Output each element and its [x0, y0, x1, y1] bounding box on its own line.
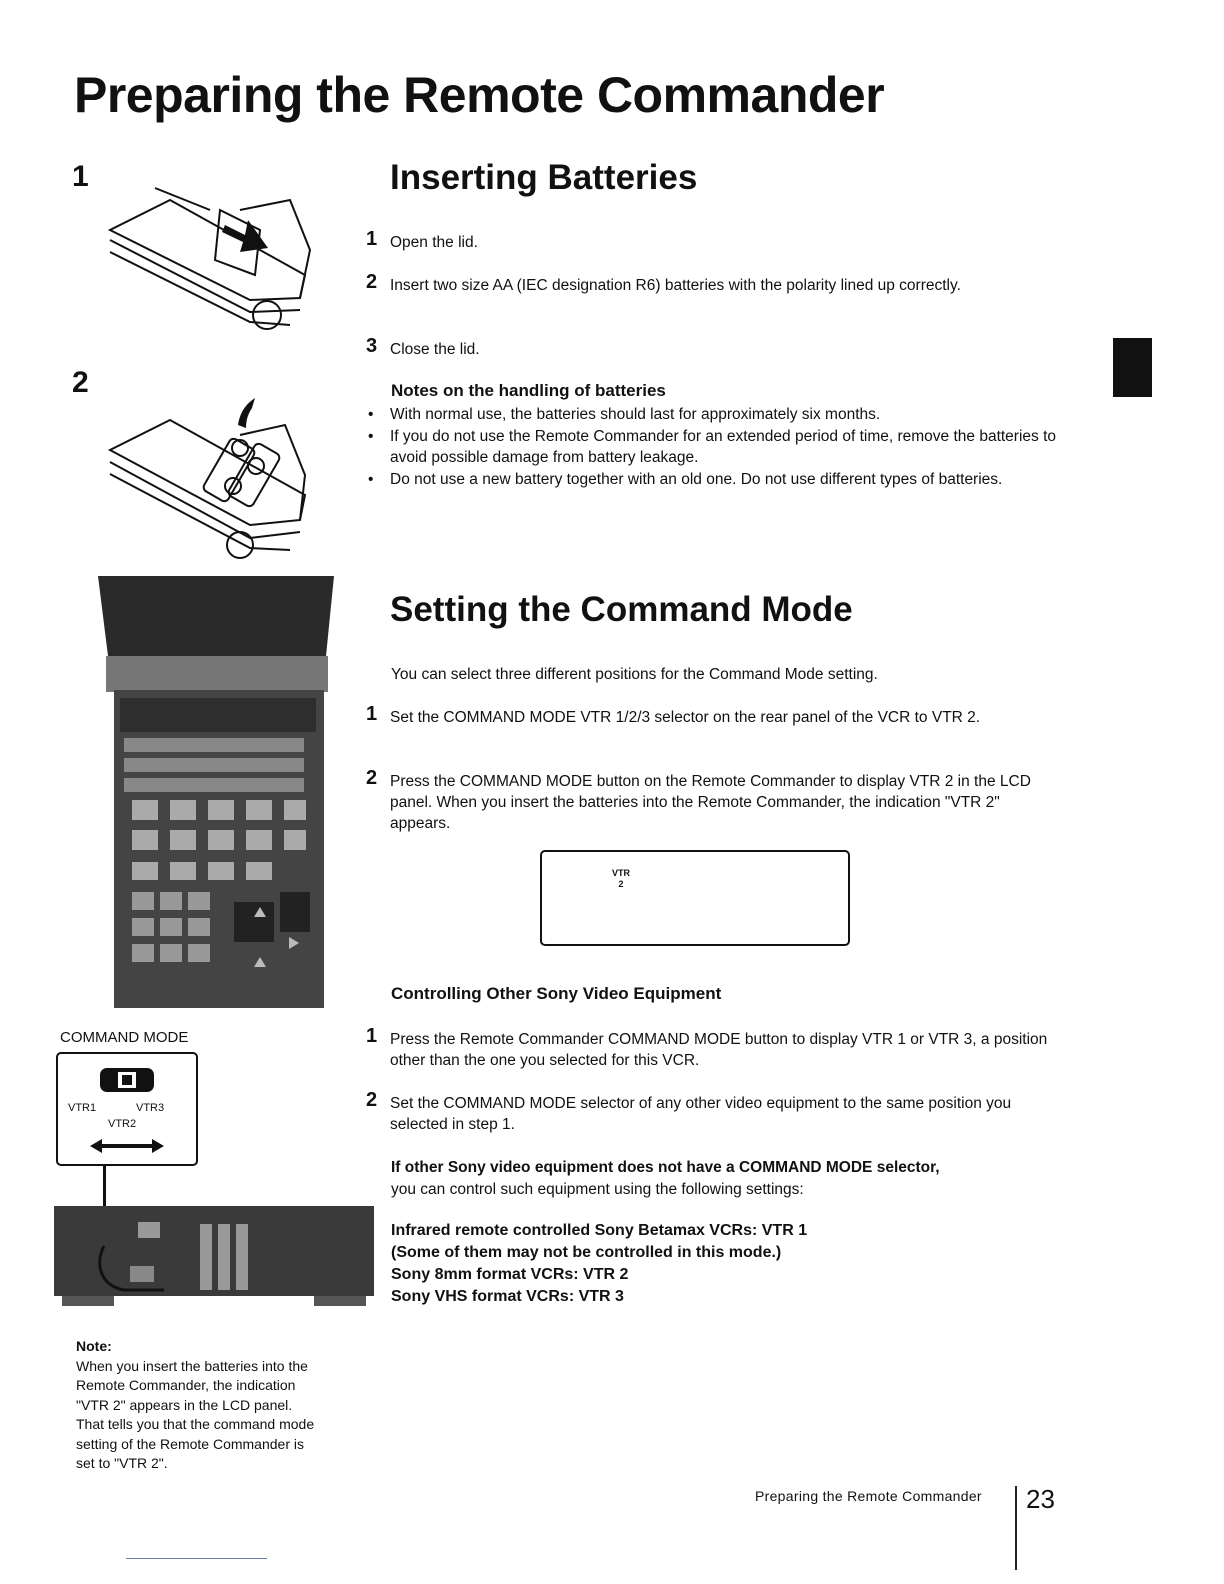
remote-commander-photo — [94, 572, 338, 1014]
footer-divider — [1015, 1486, 1017, 1570]
lcd-panel-illustration — [540, 850, 850, 946]
selector-label-vtr1: VTR1 — [68, 1102, 97, 1114]
command-mode-intro: You can select three different positions for the Command Mode setting. — [391, 666, 878, 683]
remote-batteries-illustration — [100, 390, 320, 560]
no-selector-note: If other Sony video equipment does not have a COMMAND MODE selector, you can control such equipment using the following settings: — [391, 1159, 940, 1198]
list-item: • If you do not use the Remote Commander for an extended period of time, remove the batteries to avoid possible damage from battery leakage. — [366, 426, 1056, 469]
bottom-rule — [126, 1558, 267, 1559]
double-arrow-icon — [88, 1138, 166, 1154]
inserting-step-3: 3 Close the lid. — [366, 335, 480, 358]
inserting-step-2: 2 Insert two size AA (IEC designation R6) batteries with the polarity lined up correctly. — [366, 271, 961, 294]
list-item: • With normal use, the batteries should last for approximately six months. — [366, 404, 1056, 426]
setting-vhs: Sony VHS format VCRs: VTR 3 — [391, 1288, 624, 1305]
inserting-batteries-heading: Inserting Batteries — [390, 158, 698, 197]
side-note — [76, 1337, 316, 1474]
controlling-step-2: 2 Set the COMMAND MODE selector of any other video equipment to the same position you selected in step 1. — [366, 1089, 1012, 1133]
controlling-step-1: 1 Press the Remote Commander COMMAND MODE button to display VTR 1 or VTR 3, a position other than the one you selected for this VCR. — [366, 1025, 1048, 1069]
lcd-indication: VTR 2 — [612, 868, 630, 889]
command-mode-step-2: 2 Press the COMMAND MODE button on the Remote Commander to display VTR 2 in the LCD panel. When you insert the batteries into the Remote Commander, the indication "VTR 2" appears. — [366, 767, 1031, 832]
setting-8mm: Sony 8mm format VCRs: VTR 2 — [391, 1266, 629, 1283]
command-mode-step-1: 1 Set the COMMAND MODE VTR 1/2/3 selector on the rear panel of the VCR to VTR 2. — [366, 703, 981, 726]
footer-section-label: Preparing the Remote Commander — [755, 1488, 982, 1504]
command-mode-heading: Setting the Command Mode — [390, 590, 853, 629]
command-mode-label: COMMAND MODE — [60, 1029, 189, 1046]
battery-notes-list — [366, 404, 1056, 490]
page-title: Preparing the Remote Commander — [74, 67, 885, 123]
section-thumb-tab — [1113, 338, 1152, 397]
command-mode-selector-box — [56, 1052, 198, 1166]
list-item: • Do not use a new battery together with an old one. Do not use different types of batteries. — [366, 469, 1056, 491]
controlling-heading: Controlling Other Sony Video Equipment — [391, 984, 722, 1003]
page-number: 23 — [1026, 1484, 1055, 1514]
vcr-rear-panel-photo — [54, 1206, 374, 1308]
setting-betamax-note: (Some of them may not be controlled in this mode.) — [391, 1244, 782, 1261]
remote-open-lid-illustration — [100, 180, 320, 340]
selector-label-vtr3: VTR3 — [136, 1102, 165, 1114]
setting-betamax: Infrared remote controlled Sony Betamax VCRs: VTR 1 — [391, 1222, 808, 1239]
side-note-text: When you insert the batteries into the Remote Commander, the indication "VTR 2" appears in the LCD panel. That tells you that the command mode setting of the Remote Commander is set to "VTR 2". — [76, 1357, 315, 1471]
figure-number-2: 2 — [72, 366, 89, 399]
selector-switch-icon — [98, 1066, 156, 1096]
inserting-step-1: 1 Open the lid. — [366, 228, 478, 251]
selector-label-vtr2: VTR2 — [108, 1118, 137, 1130]
battery-notes-heading: Notes on the handling of batteries — [391, 381, 666, 400]
figure-number-1: 1 — [72, 160, 89, 193]
side-note-heading: Note: — [76, 1338, 112, 1354]
